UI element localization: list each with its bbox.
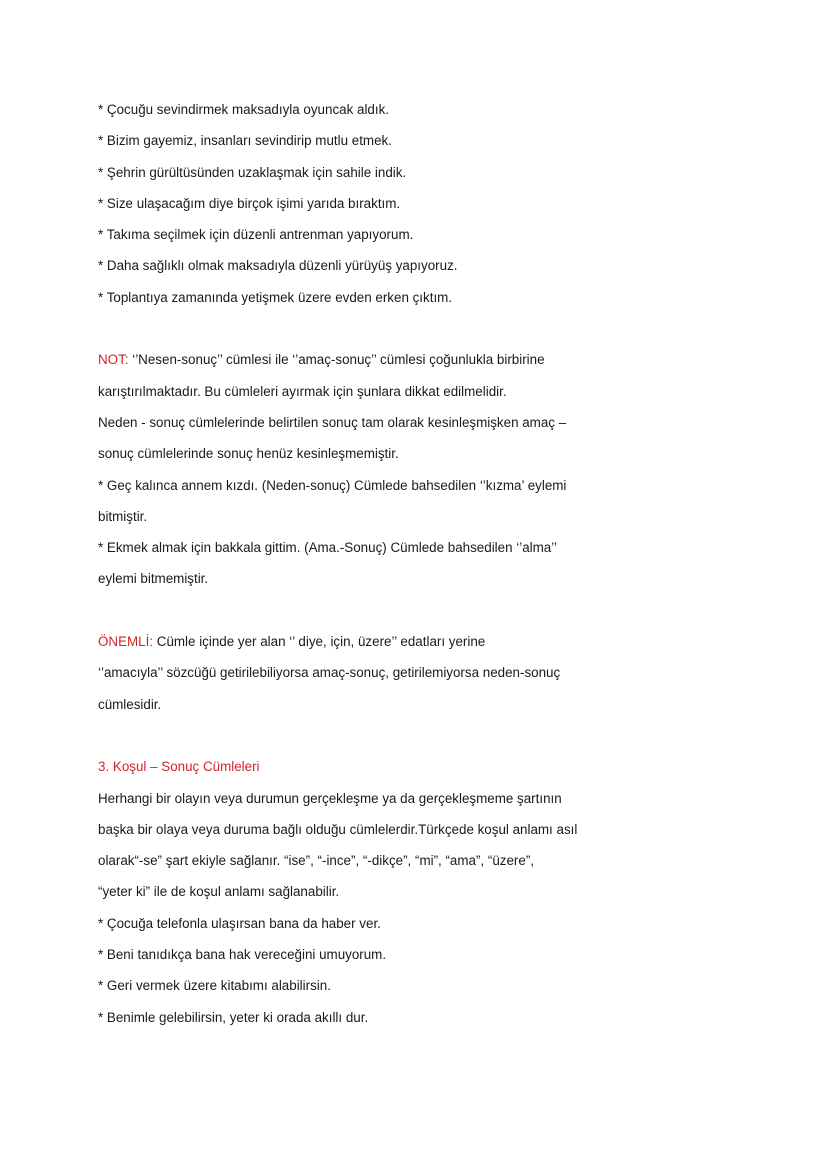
important-line: cümlesidir. xyxy=(98,696,162,712)
paragraph-gap xyxy=(98,720,618,751)
note-line: bitmiştir. xyxy=(98,508,148,524)
list-item: * Benimle gelebilirsin, yeter ki orada akıllı dur. xyxy=(98,1009,369,1025)
note-line: * Ekmek almak için bakkala gittim. (Ama.-Sonuç) Cümlede bahsedilen ‘’alma’’ xyxy=(98,540,557,556)
list-item: * Size ulaşacağım diye birçok işimi yarıda bıraktım. xyxy=(98,195,401,211)
list-item: * Takıma seçilmek için düzenli antrenman yapıyorum. xyxy=(98,227,414,243)
important-block xyxy=(98,626,618,720)
important-text: Cümle içinde yer alan ‘’ diye, için, üzere’’ edatları yerine xyxy=(153,634,486,650)
note-label: NOT: xyxy=(98,352,129,368)
list-item: * Daha sağlıklı olmak maksadıyla düzenli yürüyüş yapıyoruz. xyxy=(98,258,458,274)
list-item: * Çocuğa telefonla ulaşırsan bana da haber ver. xyxy=(98,915,381,931)
note-line: karıştırılmaktadır. Bu cümleleri ayırmak için şunlara dikkat edilmelidir. xyxy=(98,383,507,399)
note-line: Neden - sonuç cümlelerinde belirtilen sonuç tam olarak kesinleşmişken amaç – xyxy=(98,414,567,430)
section-line: “yeter ki” ile de koşul anlamı sağlanabilir. xyxy=(98,884,340,900)
section-line: başka bir olaya veya duruma bağlı olduğu cümlelerdir.Türkçede koşul anlamı asıl xyxy=(98,821,578,837)
list-item: * Çocuğu sevindirmek maksadıyla oyuncak aldık. xyxy=(98,102,390,117)
list-item: * Geri vermek üzere kitabımı alabilirsin. xyxy=(98,978,331,994)
note-line: sonuç cümlelerinde sonuç henüz kesinleşmemiştir. xyxy=(98,446,399,462)
important-first-line xyxy=(98,626,618,657)
note-text: ‘’Nesen-sonuç’’ cümlesi ile ‘’amaç-sonuç’’ cümlesi çoğunlukla birbirine xyxy=(128,352,545,368)
list-item: * Bizim gayemiz, insanları sevindirip mutlu etmek. xyxy=(98,133,392,149)
note-block xyxy=(98,344,618,594)
list-item: * Toplantıya zamanında yetişmek üzere evden erken çıktım. xyxy=(98,289,453,305)
list-item: * Beni tanıdıkça bana hak vereceğini umuyorum. xyxy=(98,947,387,963)
section-line: olarak“-se” şart ekiyle sağlanır. “ise”, “-ince”, “-dikçe”, “mi”, “ama”, “üzere”, xyxy=(98,853,535,869)
section-heading: 3. Koşul – Sonuç Cümleleri xyxy=(98,759,260,775)
section-3 xyxy=(98,751,618,1033)
paragraph-gap xyxy=(98,595,618,626)
examples-list xyxy=(98,94,618,313)
note-line: eylemi bitmemiştir. xyxy=(98,571,209,587)
note-first-line xyxy=(98,344,618,375)
document-page xyxy=(98,94,618,1033)
list-item: * Şehrin gürültüsünden uzaklaşmak için sahile indik. xyxy=(98,164,407,180)
paragraph-gap xyxy=(98,313,618,344)
important-line: ‘’amacıyla’’ sözcüğü getirilebiliyorsa amaç-sonuç, getirilemiyorsa neden-sonuç xyxy=(98,665,561,681)
note-line: * Geç kalınca annem kızdı. (Neden-sonuç) Cümlede bahsedilen ‘’kızma’ eylemi xyxy=(98,477,567,493)
section-line: Herhangi bir olayın veya durumun gerçekleşme ya da gerçekleşmeme şartının xyxy=(98,790,562,806)
important-label: ÖNEMLİ: xyxy=(98,634,154,650)
